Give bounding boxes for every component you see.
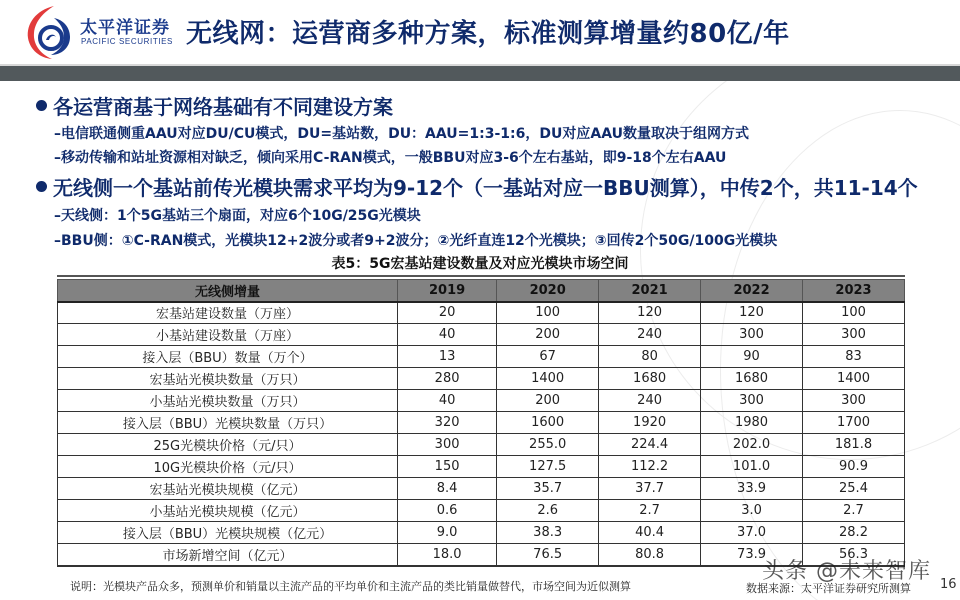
row-label: 小基站光模块规模（亿元）: [58, 500, 398, 522]
table-cell: 80: [599, 346, 701, 368]
table-cell: 20: [398, 302, 497, 324]
row-label: 小基站建设数量（万座）: [58, 324, 398, 346]
table-row: [58, 500, 905, 522]
table-cell: 1980: [701, 412, 803, 434]
table-cell: 90.9: [803, 456, 905, 478]
table-row: [58, 390, 905, 412]
table-cell: 240: [599, 390, 701, 412]
bullet-text: 各运营商基于网络基础有不同建设方案: [53, 95, 393, 119]
table-cell: 1680: [701, 368, 803, 390]
table-cell: 2.6: [497, 500, 599, 522]
table-row: [58, 478, 905, 500]
table-cell: 202.0: [701, 434, 803, 456]
company-logo: [24, 4, 174, 60]
column-header: 2019: [398, 280, 497, 302]
table-cell: 2.7: [803, 500, 905, 522]
table-cell: 73.9: [701, 544, 803, 566]
table-row: [58, 456, 905, 478]
table-cell: 38.3: [497, 522, 599, 544]
page-title: 无线网：运营商多种方案，标准测算增量约80亿/年: [186, 19, 790, 49]
table-cell: 1700: [803, 412, 905, 434]
table-cell: 240: [599, 324, 701, 346]
table-cell: 90: [701, 346, 803, 368]
column-header: 无线侧增量: [58, 280, 398, 302]
table-caption: 表5：5G宏基站建设数量及对应光模块市场空间: [331, 256, 629, 272]
table-cell: 40: [398, 390, 497, 412]
table-row: [58, 434, 905, 456]
table-cell: 120: [599, 302, 701, 324]
table-cell: 33.9: [701, 478, 803, 500]
table-cell: 0.6: [398, 500, 497, 522]
table-row: [58, 368, 905, 390]
table-cell: 320: [398, 412, 497, 434]
row-label: 小基站光模块数量（万只）: [58, 390, 398, 412]
row-label: 25G光模块价格（元/只）: [58, 434, 398, 456]
table-cell: 1920: [599, 412, 701, 434]
table-cell: 200: [497, 324, 599, 346]
table-cell: 1680: [599, 368, 701, 390]
table-cell: 120: [701, 302, 803, 324]
row-label: 接入层（BBU）光模块规模（亿元）: [58, 522, 398, 544]
table-cell: 28.2: [803, 522, 905, 544]
bullet-dot-icon: [36, 100, 47, 111]
row-label: 宏基站建设数量（万座）: [58, 302, 398, 324]
market-space-table: [57, 279, 905, 567]
table-cell: 300: [701, 324, 803, 346]
table-cell: 18.0: [398, 544, 497, 566]
row-label: 宏基站光模块规模（亿元）: [58, 478, 398, 500]
column-header: 2020: [497, 280, 599, 302]
table-cell: 83: [803, 346, 905, 368]
table-cell: 101.0: [701, 456, 803, 478]
table-cell: 224.4: [599, 434, 701, 456]
table-cell: 35.7: [497, 478, 599, 500]
bullet-point: [36, 172, 918, 201]
table-cell: 255.0: [497, 434, 599, 456]
data-source: 数据来源：太平洋证券研究所测算: [746, 582, 911, 595]
table-footnote: 说明：光模块产品众多，预测单价和销量以主流产品的平均单价和主流产品的类比销量做替代，市场空间为近似测算: [70, 580, 631, 593]
column-header: 2022: [701, 280, 803, 302]
table-top-rule: [57, 275, 905, 277]
table-cell: 300: [701, 390, 803, 412]
bullet-text: 无线侧一个基站前传光模块需求平均为9-12个（一基站对应一BBU测算），中传2个，共11-14个: [53, 176, 918, 200]
table-cell: 40.4: [599, 522, 701, 544]
table-cell: 300: [398, 434, 497, 456]
table-cell: 100: [803, 302, 905, 324]
column-header: 2023: [803, 280, 905, 302]
table-cell: 300: [803, 324, 905, 346]
table-cell: 37.0: [701, 522, 803, 544]
slide-header: [0, 0, 960, 64]
table-cell: 112.2: [599, 456, 701, 478]
table-cell: 127.5: [497, 456, 599, 478]
table-cell: 100: [497, 302, 599, 324]
table-row: [58, 522, 905, 544]
table-cell: 25.4: [803, 478, 905, 500]
watermark: 头条 @未来智库: [762, 559, 931, 584]
table-cell: 280: [398, 368, 497, 390]
table-cell: 8.4: [398, 478, 497, 500]
table-cell: 40: [398, 324, 497, 346]
row-label: 10G光模块价格（元/只）: [58, 456, 398, 478]
sub-point: –BBU侧：①C-RAN模式，光模块12+2波分或者9+2波分；②光纤直连12个光模块；③回传2个50G/100G光模块: [54, 233, 778, 249]
sub-point: –移动传输和站址资源相对缺乏，倾向采用C-RAN模式，一般BBU对应3-6个左右基站，即9-18个左右AAU: [54, 150, 727, 166]
table-cell: 67: [497, 346, 599, 368]
bullet-point: [36, 91, 393, 120]
column-header: 2021: [599, 280, 701, 302]
bullet-dot-icon: [36, 181, 47, 192]
header-band: [0, 66, 960, 81]
table-cell: 13: [398, 346, 497, 368]
sub-point: –天线侧：1个5G基站三个扇面，对应6个10G/25G光模块: [54, 208, 421, 224]
table-row: [58, 412, 905, 434]
page-number: 16: [940, 577, 957, 592]
table-cell: 1400: [497, 368, 599, 390]
row-label: 宏基站光模块数量（万只）: [58, 368, 398, 390]
table-cell: 80.8: [599, 544, 701, 566]
table-cell: 1400: [803, 368, 905, 390]
table-cell: 181.8: [803, 434, 905, 456]
table-cell: 37.7: [599, 478, 701, 500]
table-cell: 2.7: [599, 500, 701, 522]
table-row: [58, 324, 905, 346]
table-cell: 1600: [497, 412, 599, 434]
table-cell: 76.5: [497, 544, 599, 566]
table-row: [58, 346, 905, 368]
table-cell: 200: [497, 390, 599, 412]
pacific-securities-logo-icon: [24, 4, 76, 60]
logo-english-name: PACIFIC SECURITIES: [81, 37, 173, 46]
table-row: [58, 544, 905, 566]
row-label: 市场新增空间（亿元）: [58, 544, 398, 566]
row-label: 接入层（BBU）光模块数量（万只）: [58, 412, 398, 434]
table-header-row: [58, 280, 905, 302]
table-cell: 3.0: [701, 500, 803, 522]
table-cell: 56.3: [803, 544, 905, 566]
table-cell: 300: [803, 390, 905, 412]
table-row: [58, 302, 905, 324]
sub-point: –电信联通侧重AAU对应DU/CU模式，DU=基站数，DU：AAU=1:3-1:6，DU对应AAU数量取决于组网方式: [54, 126, 749, 142]
table-cell: 9.0: [398, 522, 497, 544]
row-label: 接入层（BBU）数量（万个）: [58, 346, 398, 368]
logo-chinese-name: 太平洋证券: [80, 18, 170, 38]
table-cell: 150: [398, 456, 497, 478]
